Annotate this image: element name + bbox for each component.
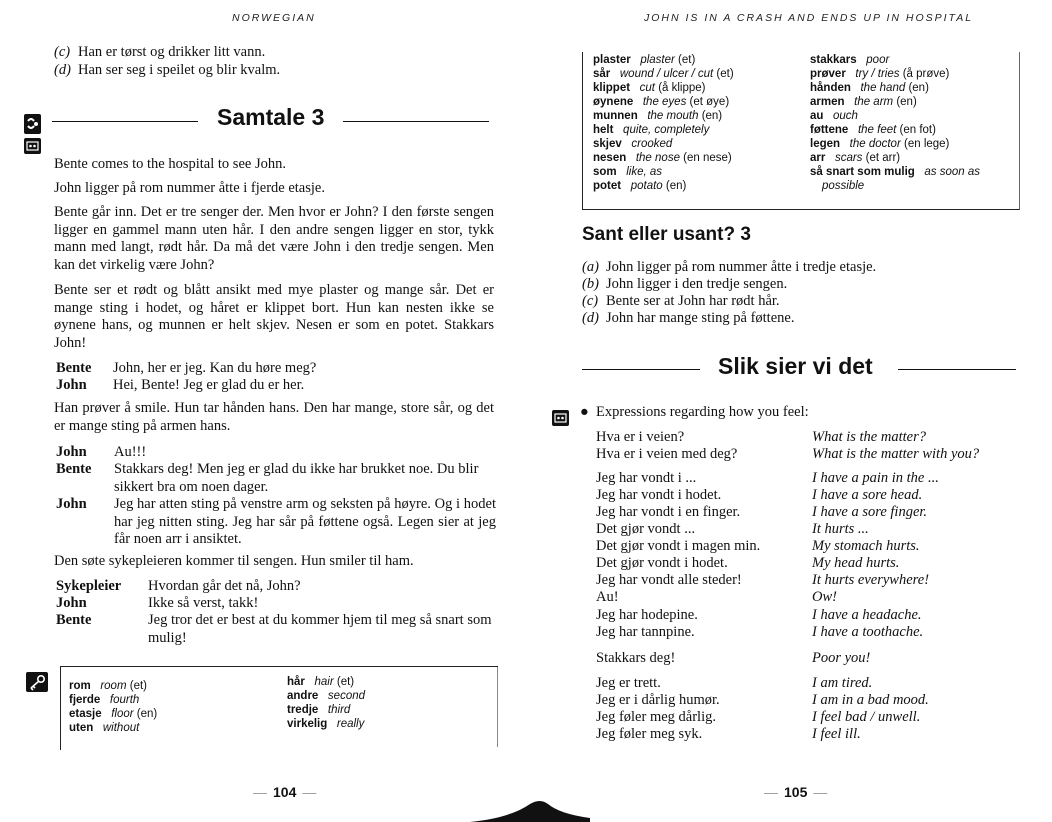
dialog-block-3 [56, 578, 496, 650]
page-number-left: — 104 — [253, 784, 317, 800]
paragraph-room: John ligger på rom nummer åtte i fjerde etasje. [54, 180, 325, 196]
phrase-norwegian: Jeg føler meg syk. [596, 726, 703, 742]
sant-eller-usant-title: Sant eller usant? 3 [582, 224, 751, 245]
vocab-entry: plaster plaster (et) [593, 54, 696, 66]
phrase-english: I am in a bad mood. [812, 692, 929, 708]
phrase-english: It hurts ... [812, 521, 869, 537]
phrase-norwegian: Stakkars deg! [596, 650, 676, 666]
dialog-line: Stakkars deg! Men jeg er glad du ikke har brukket noe. Du blir sikkert bra om noen dager. [114, 461, 479, 495]
key-icon [26, 672, 48, 692]
phrase-norwegian: Jeg har hodepine. [596, 607, 698, 623]
vocab-entry: øynene the eyes (et øye) [593, 96, 730, 108]
phrase-english: I have a sore finger. [812, 504, 928, 520]
speaker: John [56, 595, 87, 611]
true-false-item-d: (d) John har mange sting på føttene. [582, 310, 795, 326]
bullet-icon: ● [580, 404, 589, 420]
vocab-entry: uten without [69, 722, 140, 734]
phrase-norwegian: Au! [596, 589, 619, 605]
section-title-slik-sier-vi-det: Slik sier vi det [718, 353, 873, 379]
speaker: Bente [56, 461, 92, 477]
phrase-norwegian: Jeg har tannpine. [596, 624, 695, 640]
phrase-norwegian: Jeg er i dårlig humør. [596, 692, 720, 708]
heading-rule-left [582, 369, 700, 370]
vocab-entry: hår hair (et) [287, 676, 355, 688]
vocab-entry: nesen the nose (en nese) [593, 152, 732, 164]
vocab-entry: possible [822, 180, 865, 192]
audio-icon [24, 114, 41, 134]
vocab-entry: fjerde fourth [69, 694, 140, 706]
vocab-entry: armen the arm (en) [810, 96, 917, 108]
speaker: John [56, 377, 87, 393]
vocab-entry: munnen the mouth (en) [593, 110, 723, 122]
vocab-entry: hånden the hand (en) [810, 82, 929, 94]
vocab-entry: legen the doctor (en lege) [810, 138, 950, 150]
speaker: Sykepleier [56, 578, 122, 594]
cassette-icon [552, 410, 569, 426]
phrase-norwegian: Det gjør vondt i hodet. [596, 555, 728, 571]
phrase-english: What is the matter with you? [812, 446, 980, 462]
true-false-item-b: (b) John ligger i den tredje sengen. [582, 276, 788, 292]
phrase-norwegian: Jeg har vondt i ... [596, 470, 697, 486]
dialog-block-1 [56, 360, 496, 396]
vocab-entry: tredje third [287, 704, 351, 716]
phrase-english: I feel bad / unwell. [812, 709, 921, 725]
phrase-english: What is the matter? [812, 429, 926, 445]
phrase-norwegian: Jeg har vondt alle steder! [596, 572, 742, 588]
heading-rule-left [52, 121, 198, 122]
spine-shadow [470, 798, 590, 822]
dialog-line: John, her er jeg. Kan du høre meg? [113, 360, 317, 376]
vocab-entry: føttene the feet (en fot) [810, 124, 936, 136]
phrase-english: My stomach hurts. [812, 538, 920, 554]
cassette-icon [24, 138, 41, 154]
page-number-right: — 105 — [764, 784, 828, 800]
running-head-right: JOHN IS IN A CRASH AND ENDS UP IN HOSPITAL [644, 12, 974, 24]
phrase-english: I have a toothache. [812, 624, 924, 640]
dialog-line: Jeg har atten sting på venstre arm og seksten på høyre. Og i hodet har jeg nitten sting. Jeg har sår på føttene også. Legen sier at jeg får noen arr i ansiktet. [114, 496, 496, 547]
phrase-english: It hurts everywhere! [812, 572, 930, 588]
paragraph-intro: Bente comes to the hospital to see John. [54, 156, 286, 172]
right-page [526, 0, 1052, 822]
paragraph-nurse: Den søte sykepleieren kommer til sengen. Hun smiler til ham. [54, 553, 414, 569]
phrase-english: I feel ill. [812, 726, 861, 742]
phrase-norwegian: Jeg er trett. [596, 675, 661, 691]
vocab-entry: etasje floor (en) [69, 708, 158, 720]
section-title-samtale: Samtale 3 [217, 104, 325, 130]
paragraph-face: Bente ser et rødt og blått ansikt med mye plaster og mange sår. Det er mange sting i hodet, og håret er klippet bort. Hun kan nesten ikke se øynene hans, og munnen er helt skjev. Nesen er som en potet. Stakkars John! [54, 282, 494, 351]
vocab-entry: virkelig really [287, 718, 365, 730]
phrase-english: Ow! [812, 589, 837, 605]
vocab-entry: au ouch [810, 110, 858, 122]
heading-rule-right [343, 121, 489, 122]
dialog-block-2 [56, 444, 496, 548]
dialog-line: Hei, Bente! Jeg er glad du er her. [113, 377, 305, 393]
true-false-item-c: (c) Bente ser at John har rødt hår. [582, 293, 780, 309]
phrase-english: I have a headache. [812, 607, 922, 623]
vocab-entry: så snart som mulig as soon as [810, 166, 981, 178]
vocab-entry: klippet cut (å klippe) [593, 82, 706, 94]
speaker: John [56, 496, 87, 512]
dialog-line: Au!!! [114, 444, 147, 460]
paragraph-smile: Han prøver å smile. Hun tar hånden hans. Den har mange, store sår, og det er mange sting på armen hans. [54, 400, 494, 434]
vocab-entry: helt quite, completely [593, 124, 710, 136]
phrase-english: I have a pain in the ... [812, 470, 939, 486]
phrase-norwegian: Jeg har vondt i hodet. [596, 487, 722, 503]
phrase-norwegian: Det gjør vondt i magen min. [596, 538, 761, 554]
dialog-line: Hvordan går det nå, John? [148, 578, 301, 594]
phrase-english: I am tired. [812, 675, 873, 691]
phrase-english: I have a sore head. [812, 487, 923, 503]
vocab-entry: andre second [287, 690, 366, 702]
vocab-entry: rom room (et) [69, 680, 147, 692]
vocab-entry: arr scars (et arr) [810, 152, 901, 164]
speaker: Bente [56, 612, 92, 628]
phrase-english: My head hurts. [812, 555, 900, 571]
exercise-item-d: (d) Han ser seg i speilet og blir kvalm. [54, 62, 281, 78]
vocab-entry: prøver try / tries (å prøve) [810, 68, 950, 80]
speaker: John [56, 444, 87, 460]
heading-rule-right [898, 369, 1016, 370]
paragraph-beds: Bente går inn. Det er tre senger der. Men hvor er John? I den første sengen ligger en gammel mann uten hår. I den andre sengen ligger en stor, tykk mann med langt, rødt hår. Da må det være John i den tredje sengen. Men kan det virkelig være John? [54, 204, 494, 273]
vocab-entry: potet potato (en) [593, 180, 687, 192]
bullet-expressions: ● Expressions regarding how you feel: [580, 404, 809, 420]
vocab-entry: som like, as [593, 166, 663, 178]
phrase-english: Poor you! [812, 650, 871, 666]
true-false-item-a: (a) John ligger på rom nummer åtte i tredje etasje. [582, 259, 877, 275]
phrase-norwegian: Jeg føler meg dårlig. [596, 709, 716, 725]
vocab-entry: skjev crooked [593, 138, 673, 150]
phrase-norwegian: Hva er i veien med deg? [596, 446, 738, 462]
vocab-entry: stakkars poor [810, 54, 890, 66]
exercise-item-c: (c) Han er tørst og drikker litt vann. [54, 44, 266, 60]
running-head-left: NORWEGIAN [232, 12, 316, 24]
dialog-line: Jeg tror det er best at du kommer hjem til meg så snart som mulig! [148, 612, 492, 646]
vocab-entry: sår wound / ulcer / cut (et) [593, 68, 734, 80]
phrase-norwegian: Det gjør vondt ... [596, 521, 696, 537]
dialog-line: Ikke så verst, takk! [148, 595, 259, 611]
phrase-norwegian: Jeg har vondt i en finger. [596, 504, 741, 520]
phrase-norwegian: Hva er i veien? [596, 429, 685, 445]
speaker: Bente [56, 360, 92, 376]
